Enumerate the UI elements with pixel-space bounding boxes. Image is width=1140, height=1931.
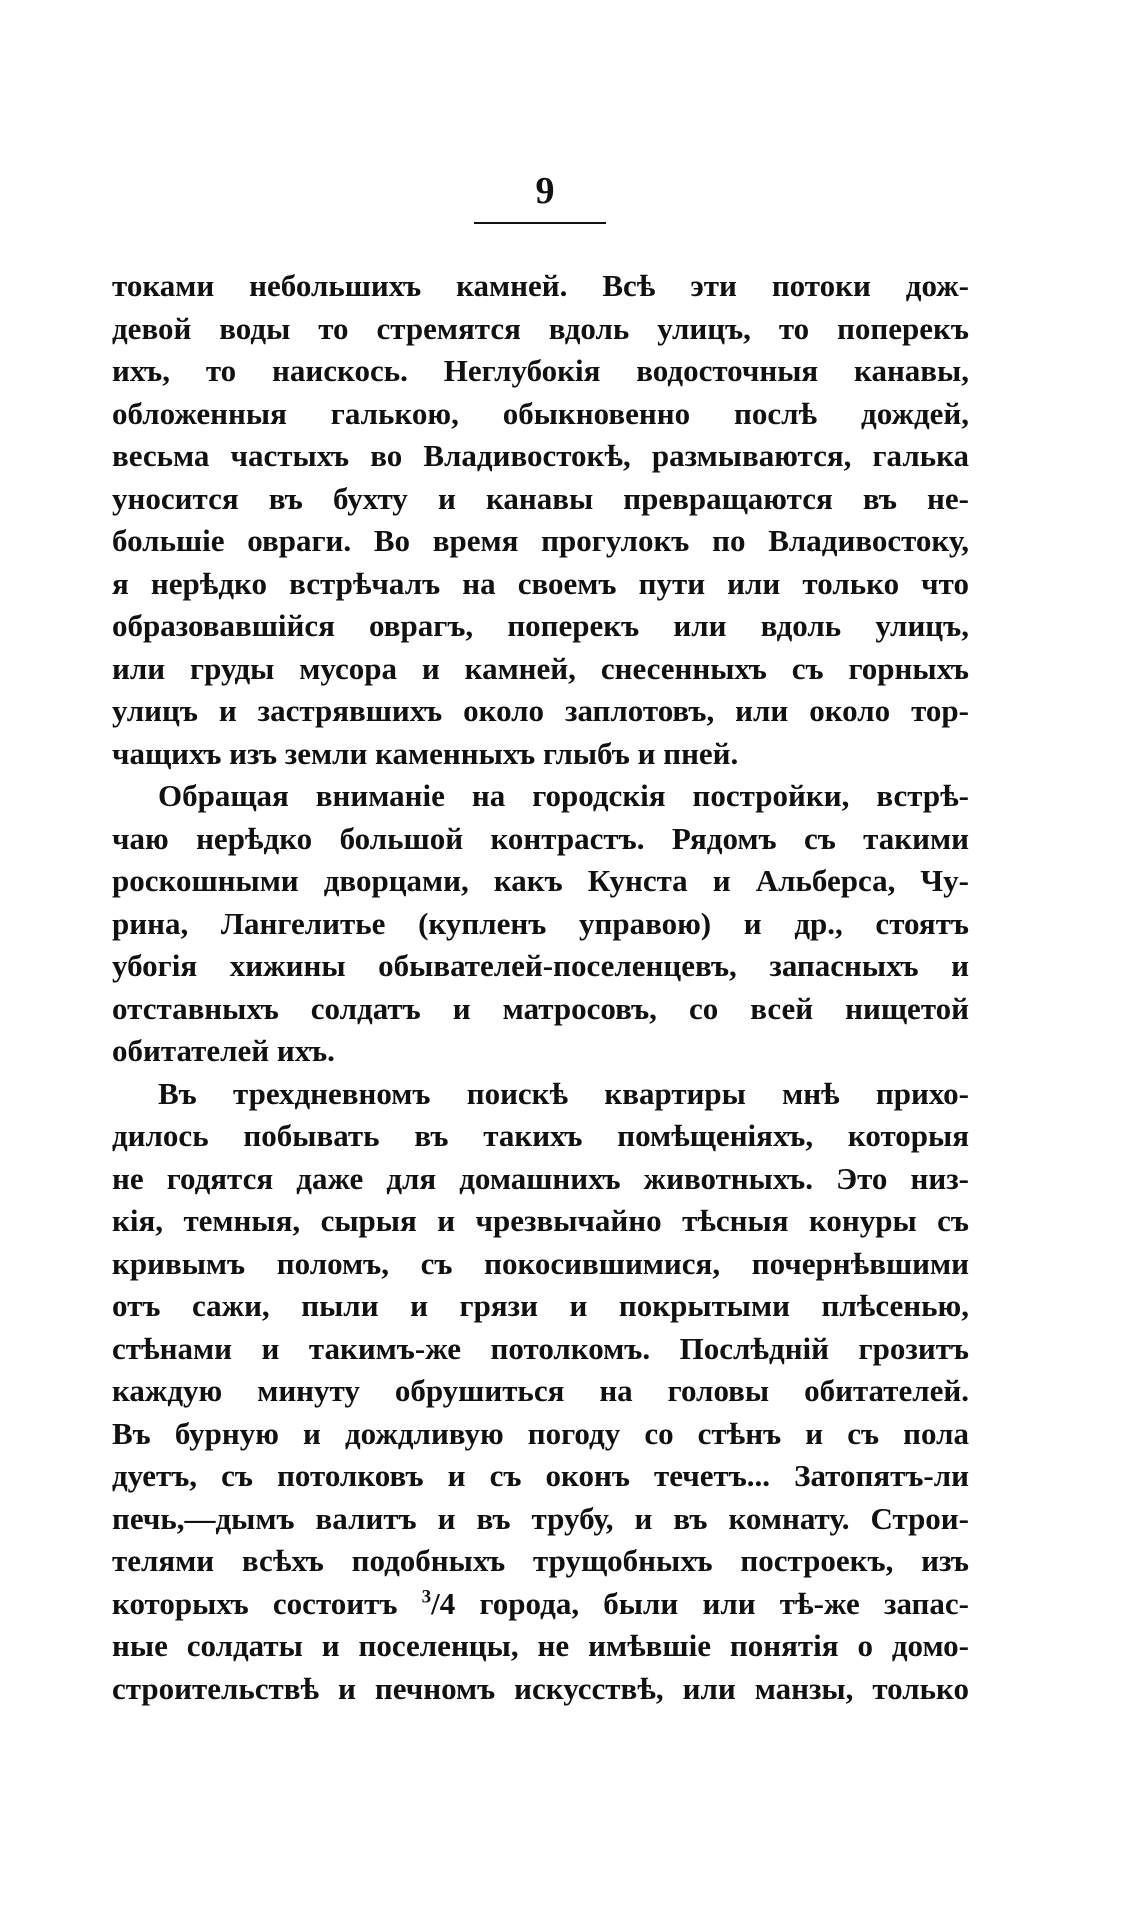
text-line: токами небольшихъ камней. Всѣ эти потоки дож- xyxy=(112,268,969,303)
text-line: я нерѣдко встрѣчалъ на своемъ пути или только что xyxy=(112,565,969,601)
text-line: уносится въ бухту и канавы превращаются въ не- xyxy=(112,480,969,516)
text-line: чащихъ изъ земли каменныхъ глыбъ и пней. xyxy=(112,735,739,771)
text-line: обложенныя галькою, обыкновенно послѣ дождей, xyxy=(112,395,969,431)
text-line: ихъ, то наискось. Неглубокія водосточныя канавы, xyxy=(112,353,969,388)
text-line: чаю нерѣдко большой контрастъ. Рядомъ съ такими xyxy=(112,820,969,856)
text-line: отставныхъ солдатъ и матросовъ, со всей нищетой xyxy=(112,990,969,1026)
text-line: кія, темныя, сырыя и чрезвычайно тѣсныя конуры съ xyxy=(112,1203,969,1238)
paragraph-2 xyxy=(112,775,969,1073)
body-text xyxy=(112,265,969,1710)
text-line: убогія хижины обывателей-поселенцевъ, запасныхъ и xyxy=(112,948,969,983)
text-line: дуетъ, съ потолковъ и съ оконъ течетъ... Затопятъ-ли xyxy=(112,1458,969,1493)
text-line: каждую минуту обрушиться на головы обитателей. xyxy=(112,1373,969,1408)
page-number: 9 xyxy=(535,170,555,212)
text-line: Въ бурную и дождливую погоду со стѣнъ и съ пола xyxy=(112,1415,969,1451)
text-line: не годятся даже для домашнихъ животныхъ. Это низ- xyxy=(112,1160,969,1196)
paragraph-3 xyxy=(112,1073,969,1711)
text-line: или груды мусора и камней, снесенныхъ съ горныхъ xyxy=(112,650,969,686)
text-line: кривымъ поломъ, съ покосившимися, почернѣвшими xyxy=(112,1245,969,1281)
page-number-rule xyxy=(474,222,606,224)
text-line: рина, Лангелитье (купленъ управою) и др., стоятъ xyxy=(112,905,969,941)
text-line: телями всѣхъ подобныхъ трущобныхъ построекъ, изъ xyxy=(112,1543,969,1578)
text-line: обитателей ихъ. xyxy=(112,1033,335,1068)
text-line: стѣнами и такимъ-же потолкомъ. Послѣдній грозитъ xyxy=(112,1330,969,1366)
fraction-numerator: 3 xyxy=(421,1586,432,1608)
text-line: отъ сажи, пыли и грязи и покрытыми плѣсенью, xyxy=(112,1288,969,1323)
text-line: дилось побывать въ такихъ помѣщеніяхъ, которыя xyxy=(112,1118,969,1153)
text-line: строительствѣ и печномъ искусствѣ, или манзы, только xyxy=(112,1670,969,1706)
text-line: девой воды то стремятся вдоль улицъ, то поперекъ xyxy=(112,310,969,346)
text-line: весьма частыхъ во Владивостокѣ, размываются, галька xyxy=(112,438,969,473)
text-line: Обращая вниманіе на городскія постройки, встрѣ- xyxy=(158,778,969,813)
fraction-after: /4 города, были или тѣ-же запас- xyxy=(431,1585,970,1621)
text-line: роскошными дворцами, какъ Кунста и Альберса, Чу- xyxy=(112,863,969,898)
text-line: Въ трехдневномъ поискѣ квартиры мнѣ прихо- xyxy=(158,1075,969,1111)
fraction-before: которыхъ состоитъ xyxy=(112,1585,422,1621)
text-line: образовавшійся оврагъ, поперекъ или вдоль улицъ, xyxy=(112,608,969,643)
text-line: большіе овраги. Во время прогулокъ по Владивостоку, xyxy=(112,523,969,558)
text-line: печь,—дымъ валитъ и въ трубу, и въ комнату. Строи- xyxy=(112,1500,969,1536)
text-line: улицъ и застрявшихъ около заплотовъ, или около тор- xyxy=(112,693,969,728)
paragraph-1 xyxy=(112,265,969,775)
text-line-with-fraction xyxy=(112,1583,969,1626)
text-line: ные солдаты и поселенцы, не имѣвшіе понятія о домо- xyxy=(112,1628,969,1663)
